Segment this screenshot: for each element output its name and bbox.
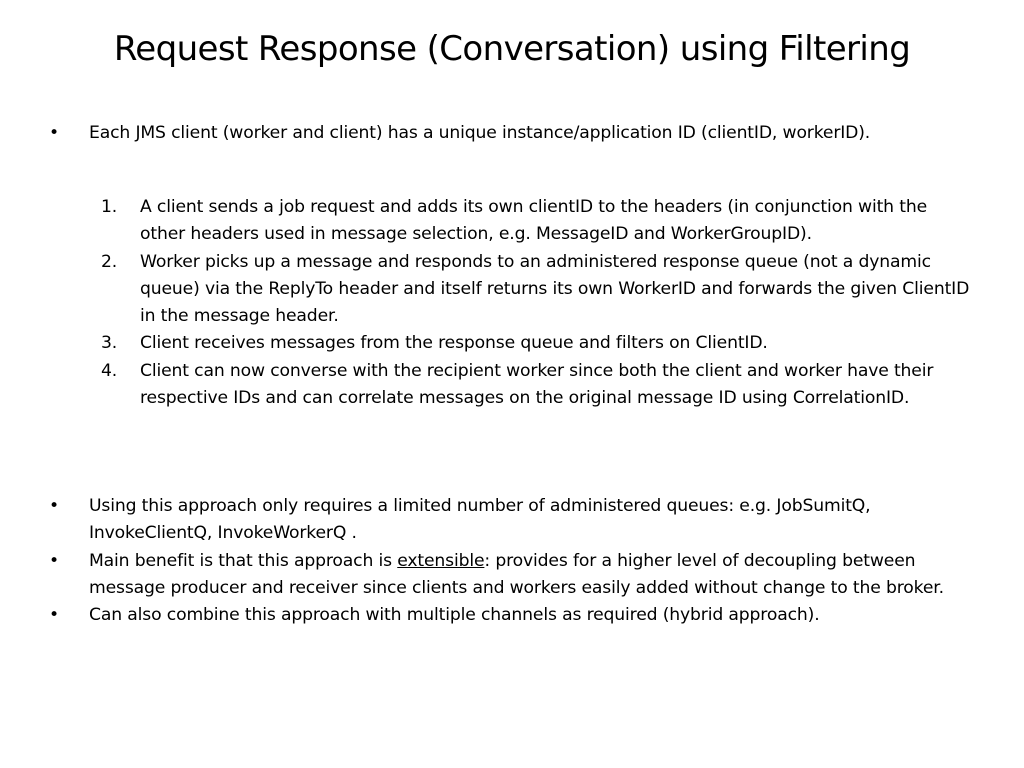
bullet-marker: • <box>49 605 59 626</box>
bullet-text: Can also combine this approach with multiple channels as required (hybrid approach). <box>89 605 820 626</box>
step-text: Client can now converse with the recipient worker since both the client and worker have their respective IDs and can correlate messages on the original message ID using CorrelationID. <box>140 360 934 409</box>
list-item <box>0 194 1024 249</box>
step-number: 4. <box>101 360 118 381</box>
bullet-marker: • <box>49 550 59 571</box>
bullet-marker: • <box>49 123 59 143</box>
list-item <box>0 548 1024 603</box>
bullet-text <box>89 551 944 598</box>
step-number: 1. <box>101 197 118 217</box>
list-item <box>0 249 1024 331</box>
step-text: Worker picks up a message and responds to an administered response queue (not a dynamic queue) via the ReplyTo header and itself returns its own WorkerID and forwards the given ClientID in the message header. <box>140 251 970 327</box>
slide-title: Request Response (Conversation) using Filtering <box>113 29 911 69</box>
underlined-term: extensible <box>397 550 485 571</box>
step-number: 3. <box>101 333 118 354</box>
bullet-text-before: Main benefit is that this approach is <box>89 550 398 571</box>
summary-bullet-list <box>0 493 1024 629</box>
list-item <box>0 330 1024 357</box>
bullet-text: Each JMS client (worker and client) has a unique instance/application ID (clientID, workerID). <box>89 123 871 143</box>
step-number: 2. <box>101 251 118 272</box>
list-item <box>0 358 1024 413</box>
list-item <box>0 120 1024 147</box>
steps-list <box>0 194 1024 412</box>
bullet-marker: • <box>49 496 59 516</box>
step-text: Client receives messages from the response queue and filters on ClientID. <box>140 333 768 354</box>
step-text: A client sends a job request and adds its own clientID to the headers (in conjunction with the other headers used in message selection, e.g. MessageID and WorkerGroupID). <box>140 197 927 245</box>
intro-bullet-list <box>0 120 1024 147</box>
list-item <box>0 602 1024 629</box>
list-item <box>0 493 1024 548</box>
bullet-text: Using this approach only requires a limited number of administered queues: e.g. JobSumitQ, InvokeClientQ, InvokeWorkerQ . <box>89 496 871 544</box>
bullet-text-after: : provides for a higher level of decoupling between message producer and receiver since clients and workers easily added without change to the broker. <box>89 550 944 598</box>
